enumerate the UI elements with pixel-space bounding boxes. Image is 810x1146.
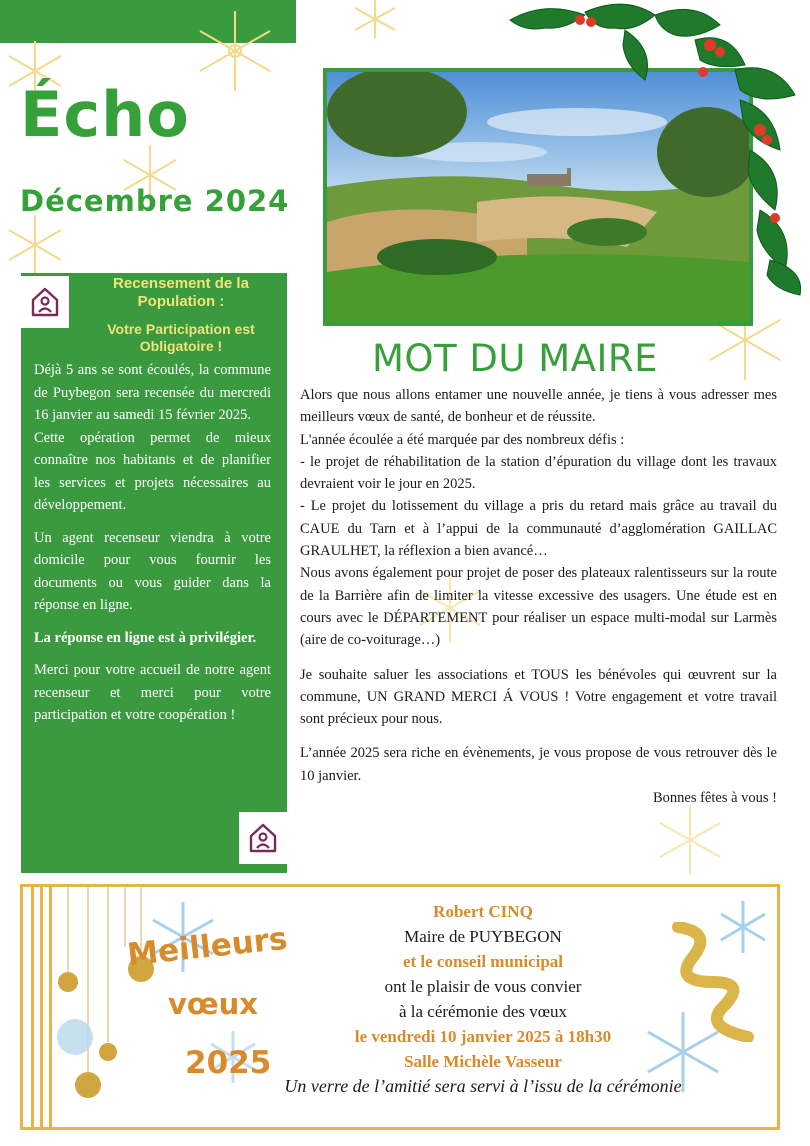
ceremony-date: le vendredi 10 janvier 2025 à 18h30 (354, 1027, 612, 1046)
census-paragraph: Déjà 5 ans se sont écoulés, la commune de Puybegon sera recensée du mercredi 16 janvier au samedi 15 février 2025. (34, 362, 271, 423)
house-person-icon (248, 822, 278, 854)
house-person-icon (30, 286, 60, 318)
census-sidebar (21, 273, 287, 873)
census-online-note: La réponse en ligne est à privilégier. (34, 629, 257, 646)
invitation-line: à la cérémonie des vœux (398, 1002, 568, 1021)
article-paragraph: Nous avons également pour projet de poser des plateaux ralentisseurs sur la route de la Barrière afin de limiter la vitesse excessive des usagers. Une étude est en cours avec le DÉPARTEMENT pour réaliser un espace multi-modal sur Larmès (aire de co-voiturage…) (300, 565, 777, 649)
census-subheading: Votre Participation est Obligatoire ! (107, 321, 255, 354)
census-paragraph: Cette opération permet de mieux connaître nos habitants et de planifier les services et projets nécessaires au développement. (34, 429, 271, 513)
article-paragraph: Je souhaite saluer les associations et TOUS les bénévoles qui œuvrent sur la commune, UN GRAND MERCI Á VOUS ! Votre engagement et votre travail sont précieux pour nous. (300, 666, 777, 728)
greeting-voeux: vœux (168, 987, 258, 1021)
snowflake-icon (0, 210, 70, 280)
census-paragraph: Merci pour votre accueil de notre agent recenseur et merci pour votre participation et votre coopération ! (34, 662, 271, 723)
article-paragraph: Alors que nous allons entamer une nouvelle année, je tiens à vous adresser mes meilleurs vœux de santé, de bonheur et de réussite. (300, 387, 777, 426)
snowflake-icon (345, 0, 405, 40)
ceremony-location: Salle Michèle Vasseur (404, 1052, 562, 1071)
newsletter-date: Décembre 2024 (20, 184, 290, 218)
newsletter-title: Écho (20, 78, 190, 151)
census-icon-box-bottom (239, 812, 287, 864)
invitation-line: ont le plaisir de vous convier (384, 977, 582, 996)
mayor-role: Maire de PUYBEGON (404, 927, 562, 946)
greeting-year: 2025 (185, 1045, 272, 1081)
census-icon-box-top (21, 276, 69, 328)
snowflake-icon (650, 800, 730, 880)
article-paragraph: - Le projet du lotissement du village a pris du retard mais grâce au travail du CAUE du Tarn et à l’appui de la communauté d’agglomération GAILLAC GRAULHET, la réflexion a bien avancé… (300, 498, 777, 560)
council-line: et le conseil municipal (402, 952, 564, 971)
invitation-frame (20, 884, 780, 1130)
holly-decoration-icon (505, 0, 810, 300)
article-paragraph: L’année 2025 sera riche en évènements, je vous propose de vous retrouver dès le 10 janvier. (300, 745, 777, 784)
census-heading: Recensement de la Population : (113, 275, 249, 310)
article-signoff: Bonnes fêtes à vous ! (652, 790, 777, 807)
invitation-text (263, 899, 703, 1099)
mayor-message-body (300, 384, 777, 809)
article-paragraph: L'année écoulée a été marquée par des nombreux défis : (300, 431, 625, 448)
mayor-name: Robert CINQ (433, 902, 533, 921)
snowflake-icon (190, 6, 280, 96)
article-paragraph: - le projet de réhabilitation de la station d’épuration du village dont les travaux devraient voir le jour en 2025. (300, 453, 777, 493)
mayor-message-heading: MOT DU MAIRE (372, 337, 658, 380)
census-paragraph: Un agent recenseur viendra à votre domicile pour vous fournir les documents ou vous guider dans la réponse en ligne. (34, 529, 271, 613)
greeting-meilleurs: Meilleurs (125, 920, 290, 974)
ceremony-note: Un verre de l’amitié sera servi à l’issu de la cérémonie (284, 1076, 682, 1096)
census-body (34, 359, 271, 737)
